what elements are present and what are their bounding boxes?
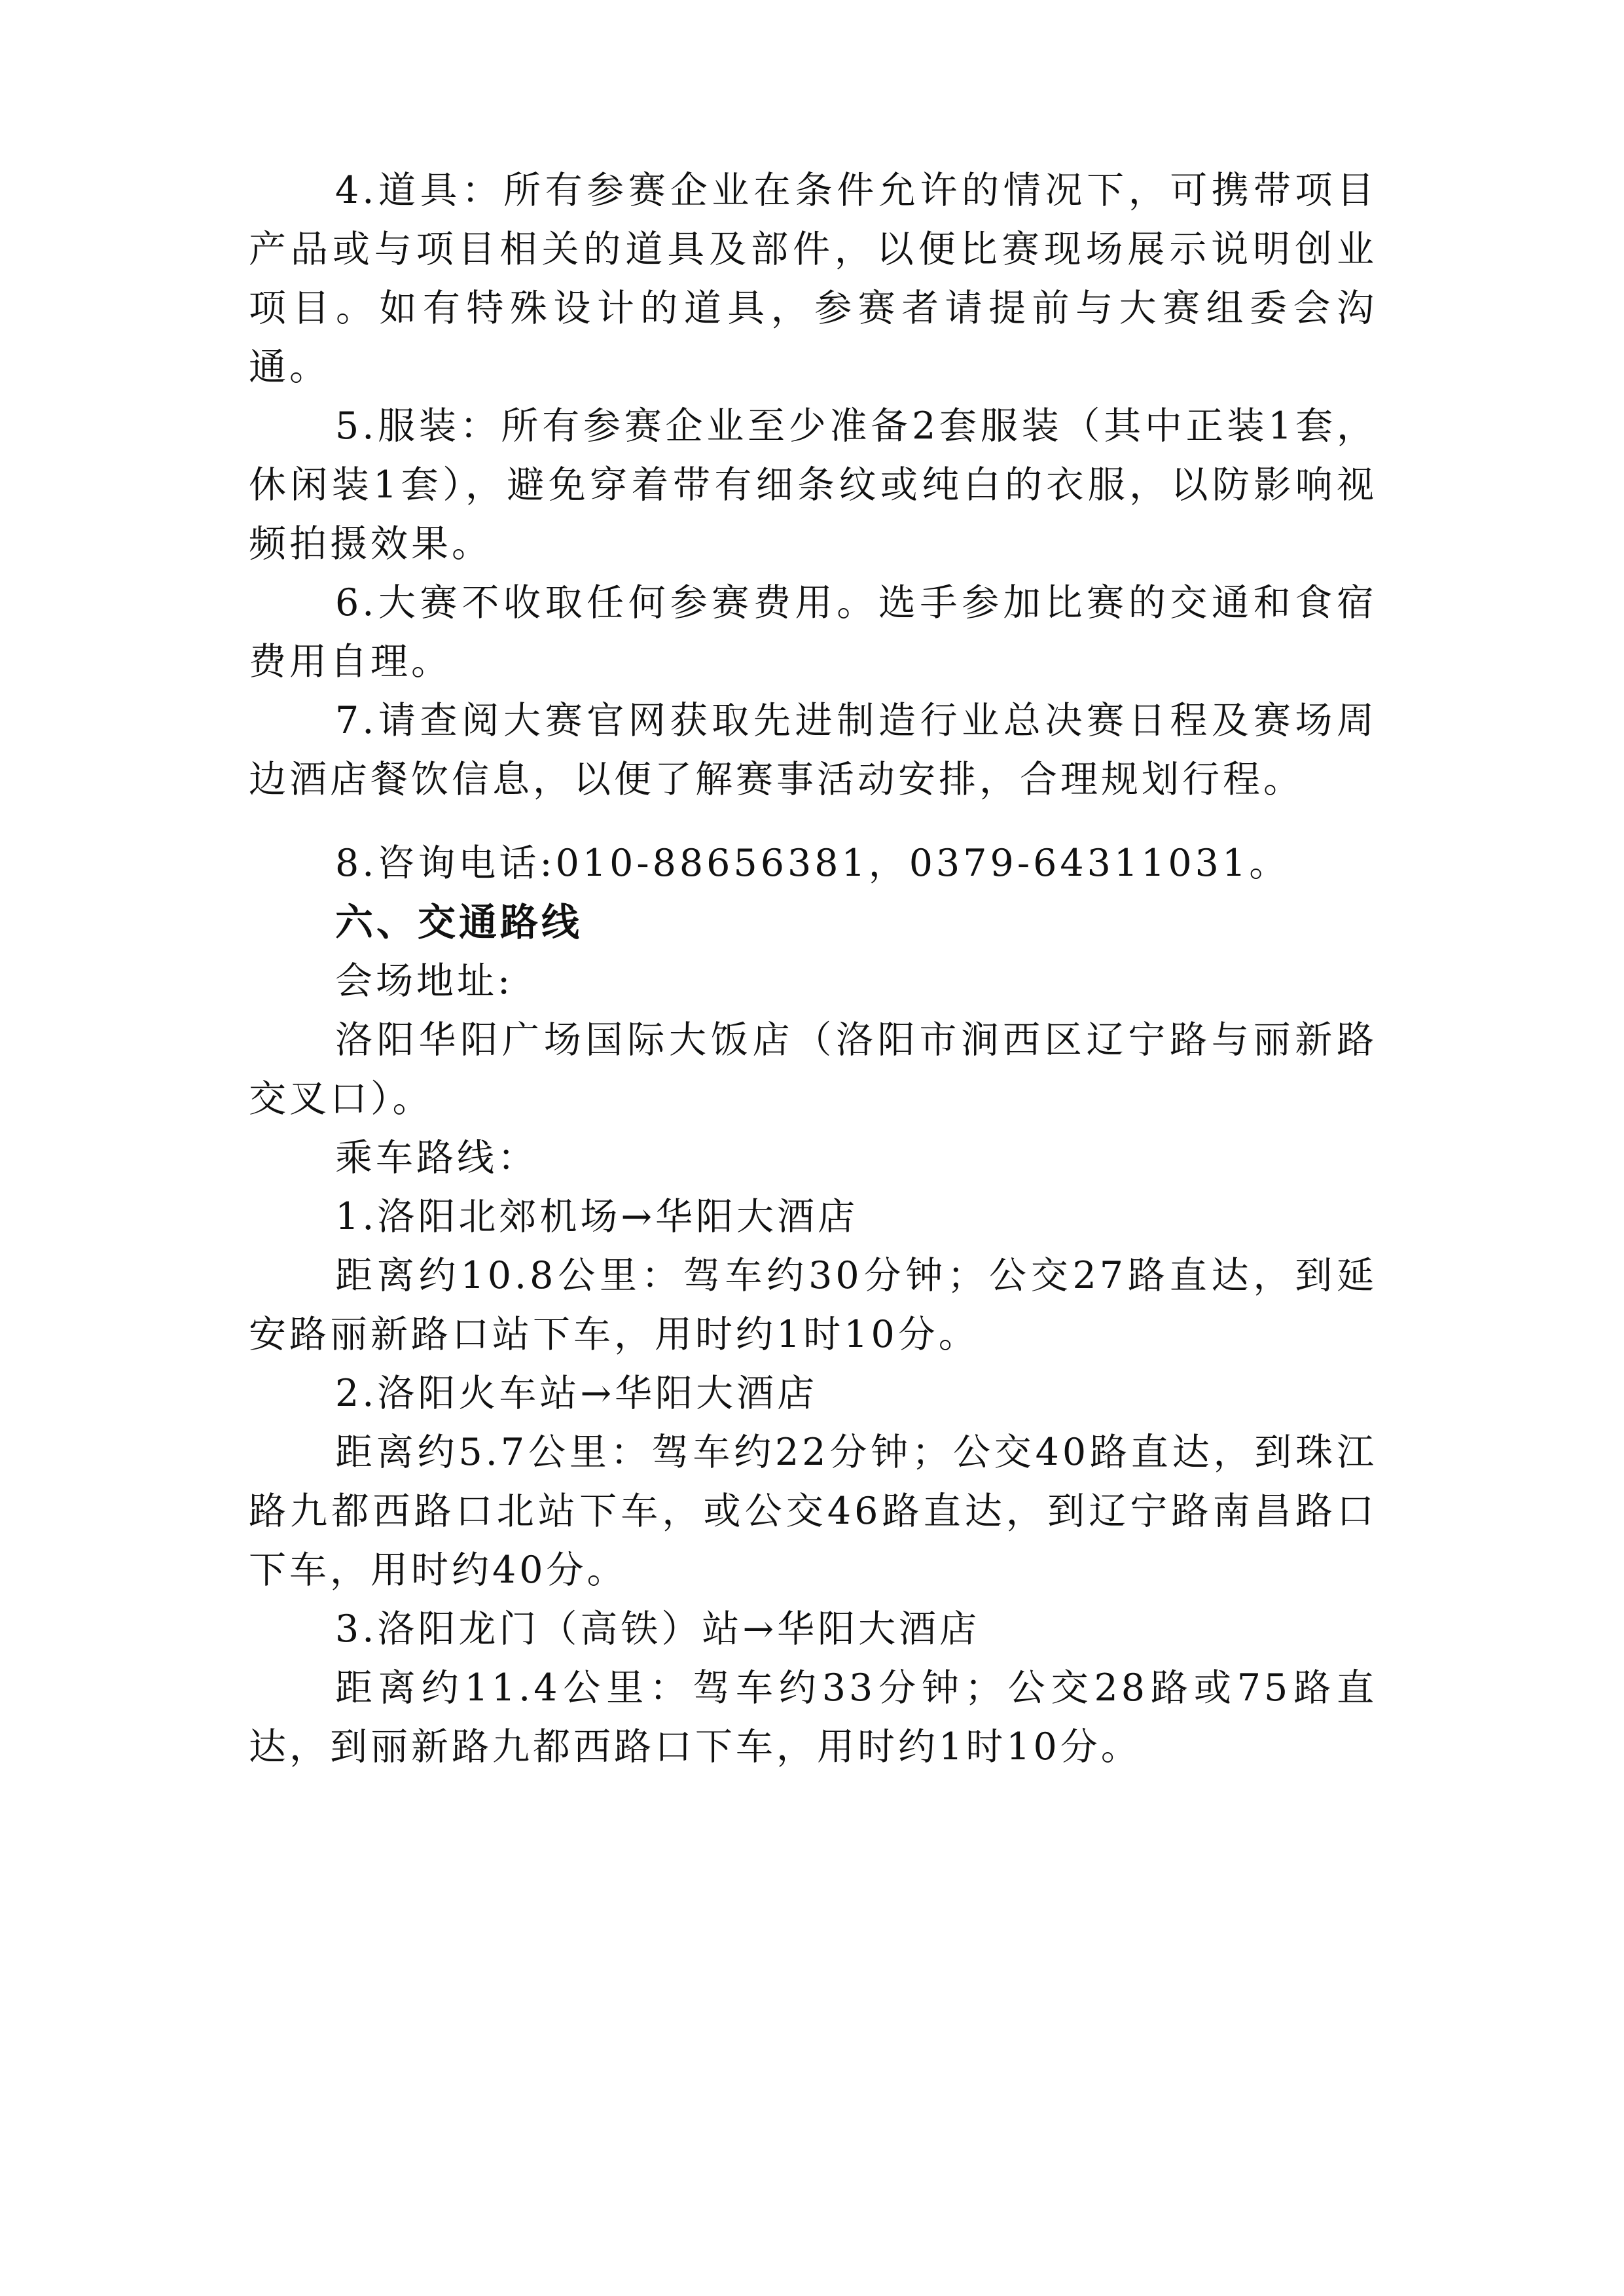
document-page bbox=[249, 161, 1377, 1776]
venue-address: 洛阳华阳广场国际大饭店（洛阳市涧西区辽宁路与丽新路交叉口）。 bbox=[249, 1018, 1377, 1121]
route-detail-train-station: 距离约5.7公里：驾车约22分钟；公交40路直达，到珠江路九都西路口北站下车，或公交46路直达，到辽宁路南昌路口下车，用时约40分。 bbox=[249, 1431, 1377, 1592]
note-website: 7.请查阅大赛官网获取先进制造行业总决赛日程及赛场周边酒店餐饮信息，以便了解赛事活动安排，合理规划行程。 bbox=[249, 699, 1377, 801]
note-clothing: 5.服装：所有参赛企业至少准备2套服装（其中正装1套，休闲装1套），避免穿着带有细条纹或纯白的衣服，以防影响视频拍摄效果。 bbox=[249, 404, 1377, 565]
venue-label: 会场地址: bbox=[335, 960, 514, 1003]
route-detail-longmen-station: 距离约11.4公里：驾车约33分钟；公交28路或75路直达，到丽新路九都西路口下车，用时约1时10分。 bbox=[249, 1666, 1377, 1768]
note-phone: 8.咨询电话:010-88656381，0379-64311031。 bbox=[335, 842, 1290, 885]
route-title-airport: 1.洛阳北郊机场→华阳大酒店 bbox=[335, 1195, 859, 1238]
route-label: 乘车路线： bbox=[335, 1136, 538, 1179]
route-detail-airport: 距离约10.8公里：驾车约30分钟；公交27路直达，到延安路丽新路口站下车，用时约1时10分。 bbox=[249, 1254, 1377, 1356]
route-title-longmen-station: 3.洛阳龙门（高铁）站→华阳大酒店 bbox=[335, 1607, 981, 1651]
note-props: 4.道具：所有参赛企业在条件允许的情况下，可携带项目产品或与项目相关的道具及部件，以便比赛现场展示说明创业项目。如有特殊设计的道具，参赛者请提前与大赛组委会沟通。 bbox=[249, 169, 1377, 389]
note-fees: 6.大赛不收取任何参赛费用。选手参加比赛的交通和食宿费用自理。 bbox=[249, 581, 1377, 683]
route-title-train-station: 2.洛阳火车站→华阳大酒店 bbox=[335, 1372, 818, 1415]
section-heading-transport: 六、交通路线 bbox=[335, 900, 583, 944]
